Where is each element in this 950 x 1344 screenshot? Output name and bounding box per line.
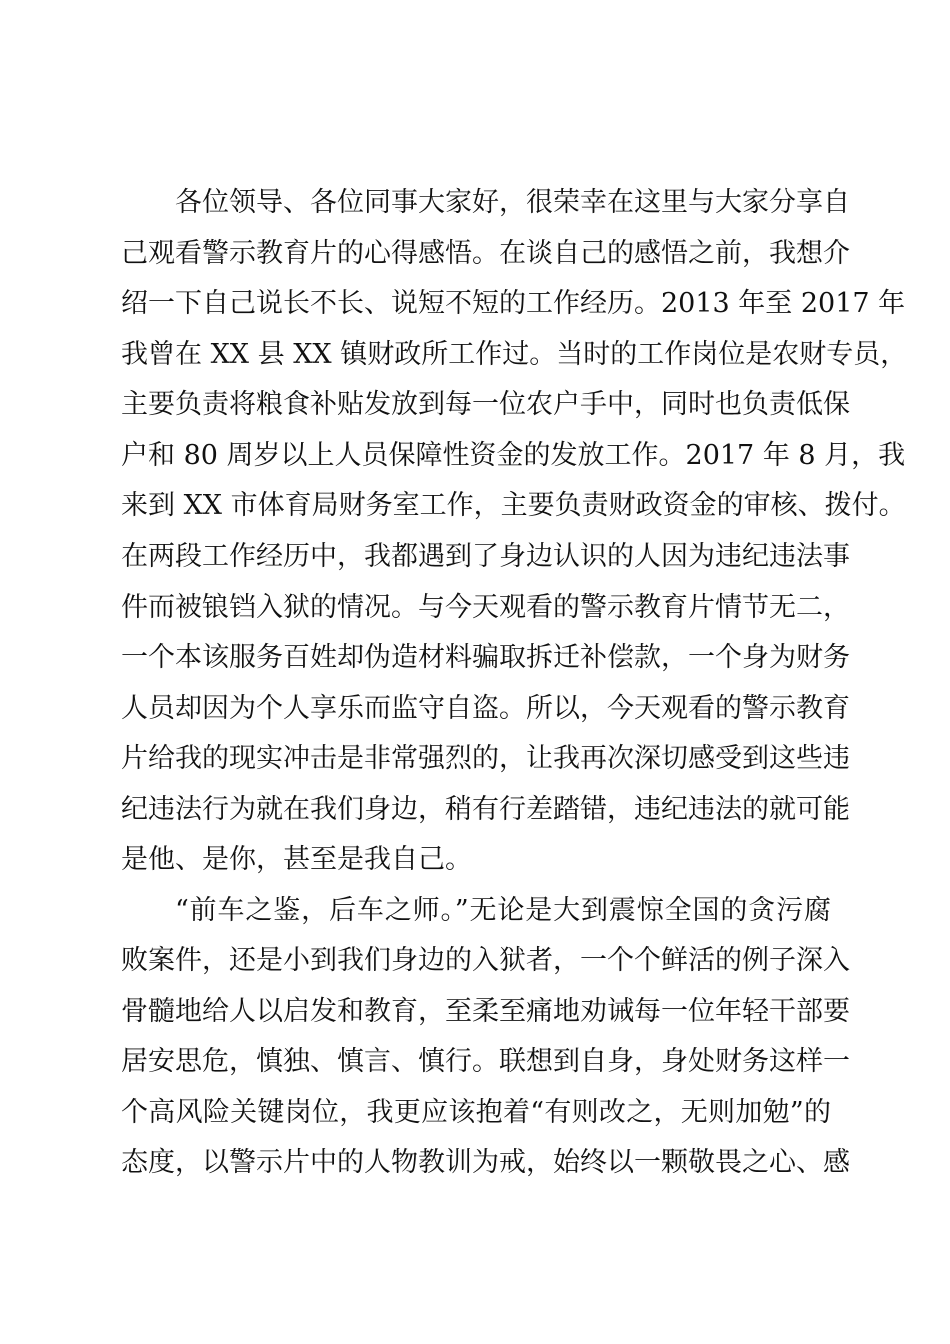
paragraph-1-line-7: 来到 XX 市体育局财务室工作，主要负责财政资金的审核、拨付。 — [121, 490, 906, 521]
paragraph-1-line-11: 人员却因为个人享乐而监守自盗。所以，今天观看的警示教育 — [121, 693, 850, 724]
paragraph-1-line-6: 户和 80 周岁以上人员保障性资金的发放工作。2017 年 8 月，我 — [121, 440, 906, 471]
paragraph-1-line-9: 件而被锒铛入狱的情况。与今天观看的警示教育片情节无二， — [121, 592, 850, 623]
paragraph-1-line-8: 在两段工作经历中，我都遇到了身边认识的人因为违纪违法事 — [121, 541, 850, 572]
paragraph-2-line-3: 骨髓地给人以启发和教育，至柔至痛地劝诫每一位年轻干部要 — [121, 996, 850, 1027]
paragraph-2-line-5: 个高风险关键岗位，我更应该抱着“有则改之，无则加勉”的 — [121, 1097, 831, 1128]
paragraph-1-line-4: 我曾在 XX 县 XX 镇财政所工作过。当时的工作岗位是农财专员， — [121, 339, 908, 370]
paragraph-1-line-1: 各位领导、各位同事大家好，很荣幸在这里与大家分享自 — [175, 187, 850, 218]
paragraph-1-line-14: 是他、是你，甚至是我自己。 — [121, 844, 472, 875]
paragraph-1-line-3: 绍一下自己说长不长、说短不短的工作经历。2013 年至 2017 年 — [121, 288, 906, 319]
paragraph-2-line-6: 态度，以警示片中的人物教训为戒，始终以一颗敬畏之心、感 — [121, 1147, 850, 1178]
paragraph-2-line-4: 居安思危，慎独、慎言、慎行。联想到自身，身处财务这样一 — [121, 1046, 850, 1077]
paragraph-1-line-10: 一个本该服务百姓却伪造材料骗取拆迁补偿款，一个身为财务 — [121, 642, 850, 673]
paragraph-1-line-12: 片给我的现实冲击是非常强烈的，让我再次深切感受到这些违 — [121, 743, 850, 774]
paragraph-1-line-2: 己观看警示教育片的心得感悟。在谈自己的感悟之前，我想介 — [121, 238, 850, 269]
paragraph-1-line-13: 纪违法行为就在我们身边，稍有行差踏错，违纪违法的就可能 — [121, 794, 850, 825]
paragraph-2-line-2: 败案件，还是小到我们身边的入狱者，一个个鲜活的例子深入 — [121, 945, 850, 976]
paragraph-1-line-5: 主要负责将粮食补贴发放到每一位农户手中，同时也负责低保 — [121, 389, 850, 420]
paragraph-2-line-1: “前车之鉴，后车之师。”无论是大到震惊全国的贪污腐 — [175, 895, 831, 926]
